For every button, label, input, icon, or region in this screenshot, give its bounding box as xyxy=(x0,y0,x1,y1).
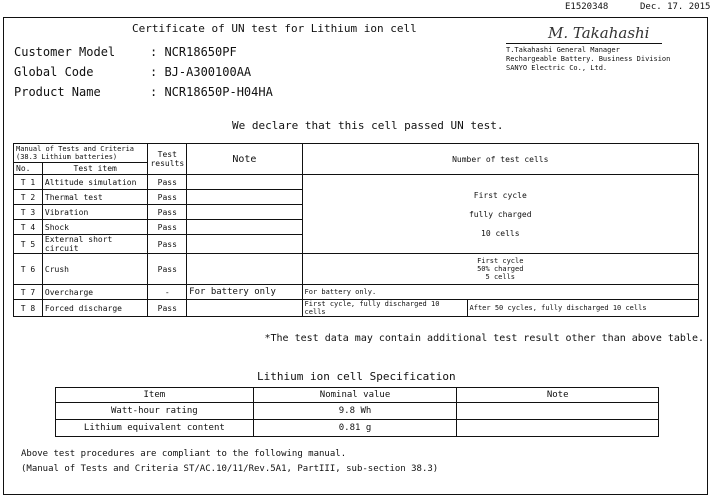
document-number: E1520348 xyxy=(565,2,609,12)
footnote: *The test data may contain additional test result other than above table. xyxy=(264,333,704,344)
note-header: Note xyxy=(187,144,302,175)
manual-header: Manual of Tests and Criteria (38.3 Lithium batteries) xyxy=(14,144,148,163)
cells-header: Number of test cells xyxy=(302,144,698,175)
customer-model-label: Customer Model xyxy=(14,45,116,59)
document-date: Dec. 17. 2015 xyxy=(640,2,711,12)
spec-row: Lithium equivalent content 0.81 g xyxy=(56,420,659,437)
table-row: T 1 Altitude simulation Pass First cycle fully charged 10 cells xyxy=(14,175,699,190)
table-row: T 4 Shock Pass xyxy=(14,220,699,235)
table-row: T 3 Vibration Pass xyxy=(14,205,699,220)
signature-line xyxy=(506,43,662,44)
no-header: No. xyxy=(14,163,43,175)
signatory-division: Rechargeable Battery. Business Division xyxy=(506,55,671,63)
table-row: T 8 Forced discharge Pass First cycle, fully discharged 10 cells After 50 cycles, fully discharged 10 cells xyxy=(14,300,699,317)
product-name-value: : NCR18650P-H04HA xyxy=(150,85,273,99)
product-name-label: Product Name xyxy=(14,85,101,99)
table-row: T 6 Crush Pass First cycle 50% charged 5 cells xyxy=(14,254,699,285)
customer-model-value: : NCR18650PF xyxy=(150,45,237,59)
table-header-row xyxy=(14,144,699,163)
compliance-statement: Above test procedures are compliant to the following manual. xyxy=(21,449,347,459)
table-row: T 2 Thermal test Pass xyxy=(14,190,699,205)
compliance-manual: (Manual of Tests and Criteria ST/AC.10/11/Rev.5A1, PartIII, sub-section 38.3) xyxy=(21,464,439,474)
spec-item-header: Item xyxy=(56,388,254,403)
spec-title: Lithium ion cell Specification xyxy=(257,370,456,383)
t8-cells-b: After 50 cycles, fully discharged 10 cells xyxy=(467,300,698,317)
signatory-name: T.Takahashi General Manager xyxy=(506,46,620,54)
group1-cells: First cycle fully charged 10 cells xyxy=(302,175,698,254)
spec-value-header: Nominal value xyxy=(253,388,457,403)
declaration: We declare that this cell passed UN test. xyxy=(232,119,504,132)
t7-cells: For battery only. xyxy=(302,285,698,300)
test-results-table xyxy=(13,143,699,317)
handwritten-signature: M. Takahashi xyxy=(548,24,650,42)
global-code-value: : BJ-A300100AA xyxy=(150,65,252,79)
table-row: T 7 Overcharge - For battery only For battery only. xyxy=(14,285,699,300)
spec-table xyxy=(55,387,659,437)
signatory-company: SANYO Electric Co., Ltd. xyxy=(506,64,608,72)
group2-cells: First cycle 50% charged 5 cells xyxy=(302,254,698,285)
certificate-title: Certificate of UN test for Lithium ion cell xyxy=(132,22,417,35)
t8-cells-a: First cycle, fully discharged 10 cells xyxy=(302,300,467,317)
spec-note-header: Note xyxy=(457,388,659,403)
results-header: Test results xyxy=(148,144,187,175)
spec-row: Watt-hour rating 9.8 Wh xyxy=(56,403,659,420)
item-header: Test item xyxy=(42,163,148,175)
spec-header-row xyxy=(56,388,659,403)
table-row: T 5 External short circuit Pass xyxy=(14,235,699,254)
global-code-label: Global Code xyxy=(14,65,94,79)
